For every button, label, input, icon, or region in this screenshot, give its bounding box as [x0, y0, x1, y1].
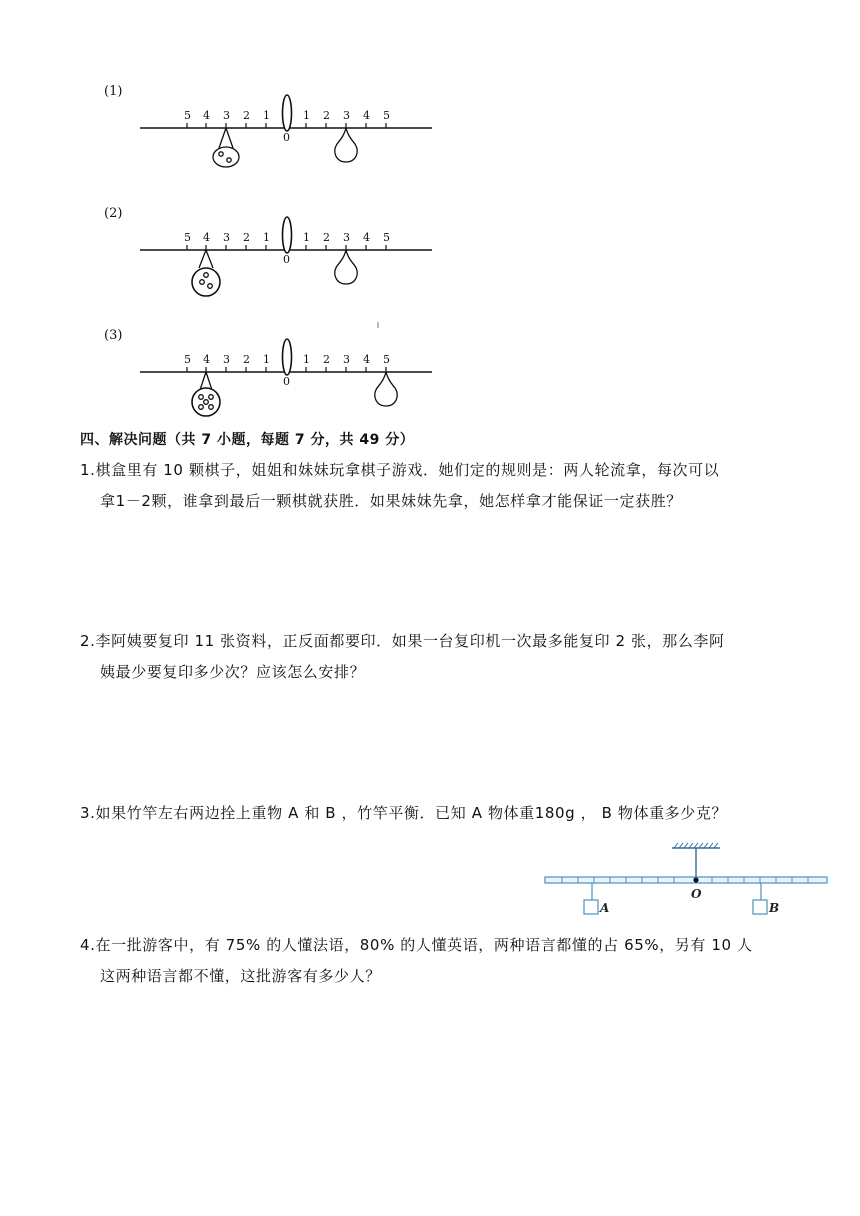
tick-label: 2 [243, 231, 250, 244]
tick-label: 5 [383, 353, 390, 366]
tick-label: 5 [184, 353, 191, 366]
tick-label: 2 [323, 109, 330, 122]
question-4 [80, 930, 786, 992]
zero-label: 0 [283, 131, 290, 144]
tick-label: 4 [203, 109, 210, 122]
weight-drop-icon [335, 128, 357, 162]
tick-label: 3 [223, 353, 230, 366]
question-text-line: 姨最少要复印多少次？应该怎么安排？ [100, 663, 366, 681]
pivot-icon [283, 95, 292, 131]
tick-label: 1 [303, 231, 310, 244]
pivot-icon [283, 217, 292, 253]
tick-label: 1 [263, 231, 270, 244]
weight-bag-icon [213, 128, 239, 167]
tick-label: 2 [243, 109, 250, 122]
question-2 [80, 626, 786, 688]
scan-speck [377, 322, 379, 328]
label-a: A [600, 901, 610, 915]
weight-a-icon [584, 900, 598, 914]
label-o: O [691, 887, 702, 901]
tick-label: 4 [203, 231, 210, 244]
question-number: 2. [80, 632, 96, 650]
lever-figure-2 [100, 202, 440, 312]
question-1 [80, 455, 786, 517]
tick-label: 5 [184, 109, 191, 122]
section-title: 四、解决问题（共 7 小题，每题 7 分，共 49 分） [80, 432, 415, 448]
zero-label: 0 [283, 375, 290, 388]
lever-figure-3 [100, 324, 440, 434]
weight-bag-icon [192, 250, 220, 296]
tick-label: 3 [223, 109, 230, 122]
lever-diagram-1 [100, 80, 440, 190]
question-text-line: 在一批游客中，有 75% 的人懂法语，80% 的人懂英语，两种语言都懂的占 65%，另有 10 人 [95, 936, 753, 954]
tick-label: 1 [263, 353, 270, 366]
question-number: 3. [80, 804, 96, 822]
tick-label: 2 [323, 353, 330, 366]
question-text-line: 如果竹竿左右两边拴上重物 A 和 B ，竹竿平衡．已知 A 物体重180g ， B 物体重多少克？ [95, 804, 728, 822]
label-b: B [769, 901, 780, 915]
tick-label: 3 [343, 353, 350, 366]
tick-label: 3 [223, 231, 230, 244]
tick-label: 5 [383, 109, 390, 122]
question-text-line: 棋盒里有 10 颗棋子，姐姐和妹妹玩拿棋子游戏．她们定的规则是：两人轮流拿，每次可以 [95, 461, 720, 479]
weight-drop-icon [335, 250, 357, 284]
tick-label: 4 [363, 353, 370, 366]
lever-diagram-2 [100, 202, 440, 312]
tick-label: 5 [383, 231, 390, 244]
lever-diagram-3 [100, 324, 440, 434]
figure-label: (2) [104, 206, 123, 221]
tick-label: 4 [203, 353, 210, 366]
weight-bag-icon [192, 372, 220, 416]
tick-label: 1 [303, 353, 310, 366]
pivot-icon [283, 339, 292, 375]
tick-label: 2 [243, 353, 250, 366]
question-text-line: 这两种语言都不懂，这批游客有多少人？ [100, 967, 381, 985]
tick-label: 4 [363, 231, 370, 244]
lever-figure-1 [100, 80, 440, 190]
tick-label: 3 [343, 109, 350, 122]
tick-label: 2 [323, 231, 330, 244]
question-3 [80, 798, 786, 829]
question-text-line: 拿1－2颗，谁拿到最后一颗棋就获胜．如果妹妹先拿，她怎样拿才能保证一定获胜？ [100, 492, 682, 510]
weight-b-icon [753, 900, 767, 914]
pivot-icon [693, 877, 698, 882]
question-number: 4. [80, 936, 96, 954]
weight-drop-icon [375, 372, 397, 406]
tick-label: 4 [363, 109, 370, 122]
tick-label: 1 [263, 109, 270, 122]
balance-figure [540, 842, 830, 922]
tick-label: 5 [184, 231, 191, 244]
tick-label: 1 [303, 109, 310, 122]
zero-label: 0 [283, 253, 290, 266]
question-number: 1. [80, 461, 96, 479]
figure-label: (3) [104, 328, 123, 343]
figure-label: (1) [104, 84, 123, 99]
balance-diagram [540, 842, 830, 922]
tick-label: 3 [343, 231, 350, 244]
question-text-line: 李阿姨要复印 11 张资料，正反面都要印．如果一台复印机一次最多能复印 2 张，那么李阿 [95, 632, 725, 650]
